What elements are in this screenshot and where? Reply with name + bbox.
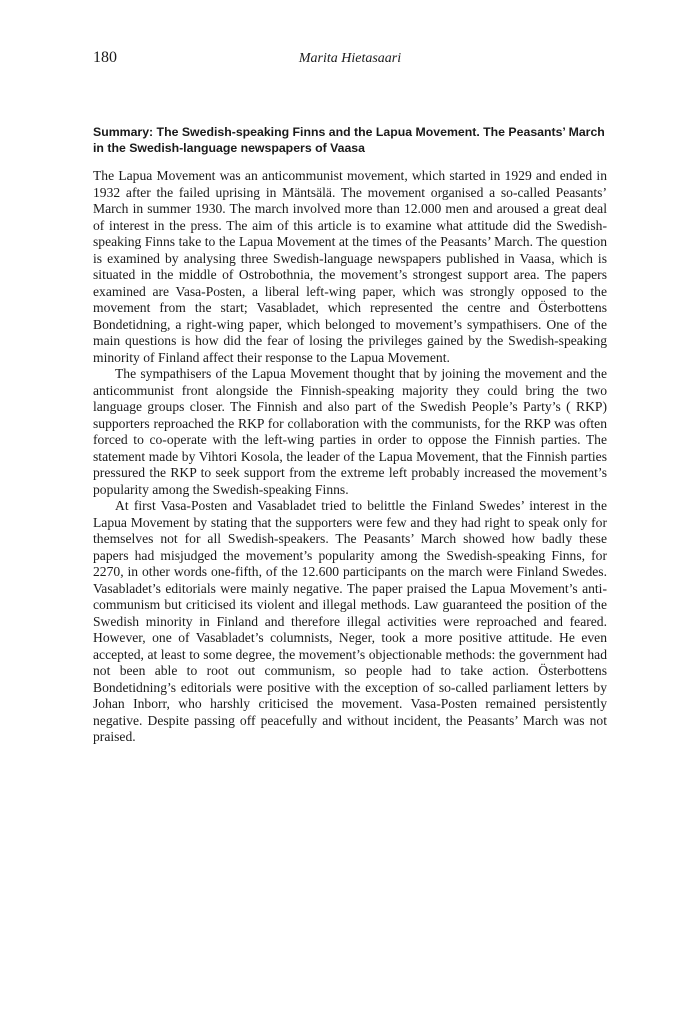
summary-heading: Summary: The Swedish-speaking Finns and the Lapua Movement. The Peasants’ March in the Swedish-language newspapers of Vaasa	[93, 125, 605, 155]
summary-body	[93, 168, 607, 746]
summary-paragraph-1: The Lapua Movement was an anticommunist movement, which started in 1929 and ended in 1932 after the failed uprising in Mäntsälä. The movement organised a so-called Peasants’ March in summer 1930. The march involved more than 12.000 men and aroused a great deal of interest in the press. The aim of this article is to examine what attitude did the Swedish-speaking Finns take to the Lapua Movement at the times of the Peasants’ March. The question is examined by analysing three Swedish-language newspapers published in Vaasa, which is situated in the middle of Ostrobothnia, the movement’s strongest support area. The papers examined are Vasa-Posten, a liberal left-wing paper, which was strongly opposed to the movement from the start; Vasabladet, which represented the centre and Österbottens Bondetidning, a right-wing paper, which belonged to movement’s sympathisers. One of the main questions is how did the fear of losing the privileges gained by the Swedish-speaking minority of Finland affect their response to the Lapua Movement.	[93, 168, 607, 365]
summary-paragraph-3: At first Vasa-Posten and Vasabladet tried to belittle the Finland Swedes’ interest in the Lapua Movement by stating that the supporters were few and they had right to speak only for themselves not for all Swedish-speakers. The Peasants’ March showed how badly these papers had misjudged the movement’s popularity among the Swedish-speaking Finns, for 2270, in other words one-fifth, of the 12.600 participants on the march were Finland Swedes. Vasabladet’s editorials were mainly negative. The paper praised the Lapua Movement’s anti-communism but criticised its violent and illegal methods. Law guaranteed the position of the Swedish minority in Finland and therefore illegal activities were reproached and feared. However, one of Vasabladet’s columnists, Neger, took a more positive attitude. He even accepted, at least to some degree, the movement’s objectionable methods: the government had not been able to root out communism, so people had to take action. Österbottens Bondetidning’s editorials were positive with the exception of so-called parliament letters by Johan Inborr, who harshly criticised the movement. Vasa-Posten remained persistently negative. Despite passing off peacefully and without incident, the Peasants’ March was not praised.	[93, 498, 607, 744]
page-header	[93, 48, 607, 70]
summary-paragraph-2: The sympathisers of the Lapua Movement thought that by joining the movement and the anticommunist front alongside the Finnish-speaking majority they could bring the two language groups closer. The Finnish and also part of the Swedish People’s Party’s ( RKP) supporters reproached the RKP for collaboration with the communists, for the RKP was often forced to co-operate with the left-wing parties in order to oppose the Finnish parties. The statement made by Vihtori Kosola, the leader of the Lapua Movement, that the Finnish parties pressured the RKP to seek support from the extreme left probably increased the movement’s popularity among the Swedish-speaking Finns.	[93, 366, 607, 497]
running-head-author: Marita Hietasaari	[298, 51, 402, 66]
page-number: 180	[93, 49, 117, 66]
